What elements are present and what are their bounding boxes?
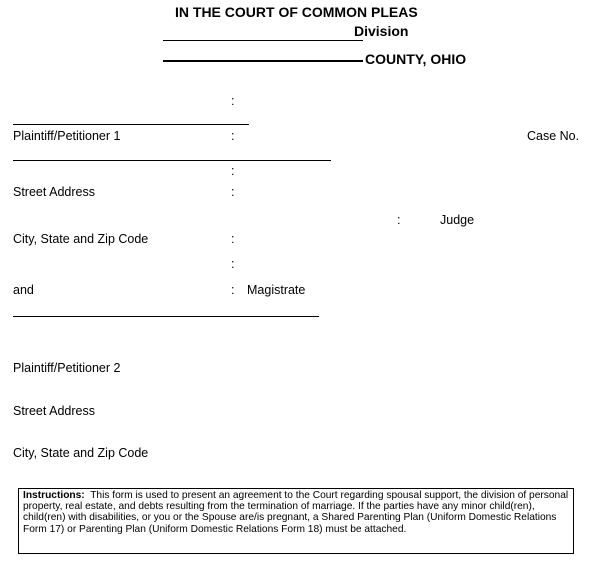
caption-colon: : xyxy=(231,185,235,199)
city-state-zip-label-1: City, State and Zip Code xyxy=(13,232,149,246)
instructions-heading: Instructions: xyxy=(23,490,85,501)
judge-label: Judge xyxy=(440,213,475,227)
plaintiff1-label: Plaintiff/Petitioner 1 xyxy=(13,129,121,143)
instructions-body: This form is used to present an agreement to the Court regarding spousal support, the division of personal property, real estate, and debts resulting from the termination of marriage. If the parties have any minor child(ren), child(ren) with disabilities, or you or the Spouse are/is pregnant, a Shared Parenting Plan (Uniform Domestic Relations Form 17) or Parenting Plan (Uniform Domestic Relations Form 18) must be attached. xyxy=(23,490,569,535)
division-label: Division xyxy=(354,23,409,39)
and-label: and xyxy=(13,283,34,297)
judge-colon: : xyxy=(397,213,401,227)
magistrate-label: Magistrate xyxy=(247,283,306,297)
plaintiff2-name-line[interactable] xyxy=(13,316,319,317)
city-state-zip-label-2: City, State and Zip Code xyxy=(13,446,149,460)
caption-colon: : xyxy=(231,129,235,143)
caption-colon: : xyxy=(231,283,235,297)
plaintiff1-street-line[interactable] xyxy=(13,160,331,161)
street-address-label-2: Street Address xyxy=(13,404,95,418)
county-blank-line[interactable] xyxy=(163,60,363,62)
case-no-label: Case No. xyxy=(527,129,580,143)
caption-colon: : xyxy=(231,232,235,246)
court-title: IN THE COURT OF COMMON PLEAS xyxy=(175,4,418,20)
county-label: COUNTY, OHIO xyxy=(365,51,467,67)
plaintiff2-label: Plaintiff/Petitioner 2 xyxy=(13,361,121,375)
caption-colon: : xyxy=(231,94,235,108)
plaintiff1-name-line[interactable] xyxy=(13,124,249,125)
caption-colon: : xyxy=(231,164,235,178)
instructions-box xyxy=(18,488,574,554)
division-blank-line[interactable] xyxy=(163,40,363,41)
caption-colon: : xyxy=(231,257,235,271)
street-address-label-1: Street Address xyxy=(13,185,95,199)
